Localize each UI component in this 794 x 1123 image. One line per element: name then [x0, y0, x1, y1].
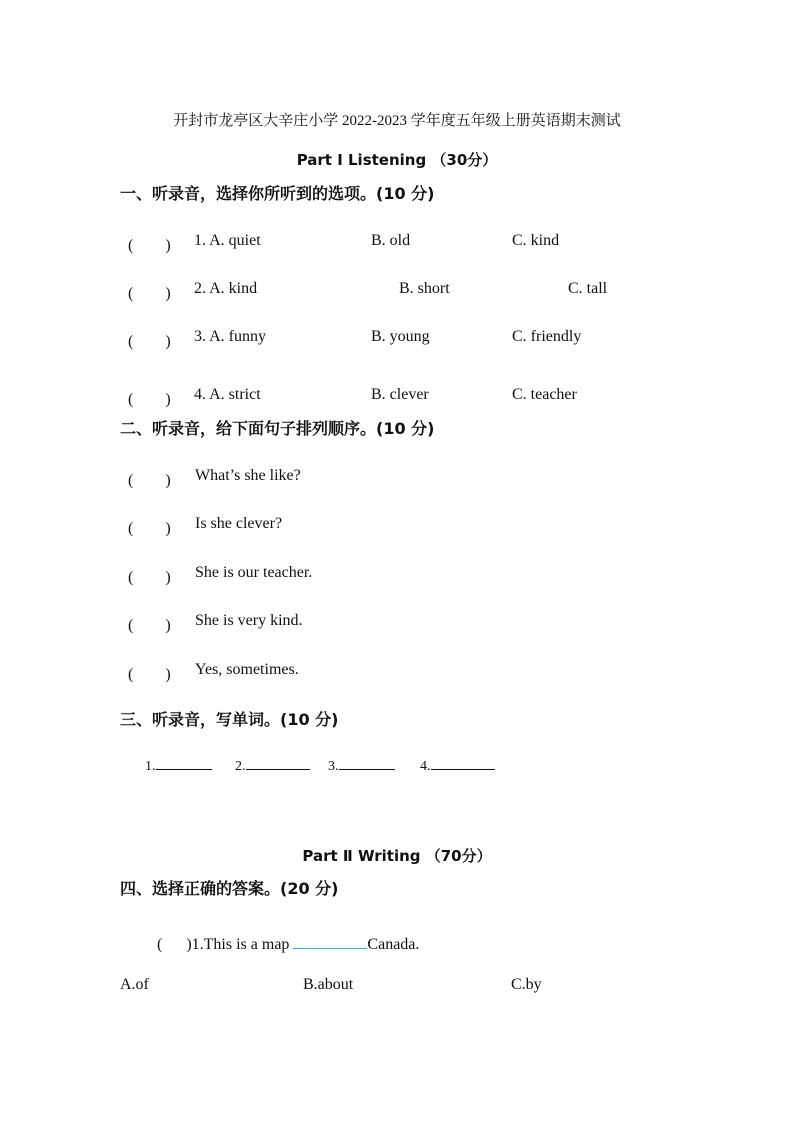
blank-item[interactable]: [235, 755, 310, 775]
option-b: B. young: [371, 328, 430, 345]
sentence: She is our teacher.: [195, 564, 313, 581]
blank-line[interactable]: [339, 755, 395, 770]
option-c: C. kind: [512, 232, 560, 249]
order-paren[interactable]: ( ): [128, 472, 171, 489]
blank-item[interactable]: [420, 755, 495, 775]
order-paren[interactable]: ( ): [128, 666, 171, 683]
section-2-heading: 二、听录音，给下面句子排列顺序。(10 分): [120, 419, 435, 438]
option-b: B. clever: [371, 386, 429, 403]
order-paren[interactable]: ( ): [128, 569, 171, 586]
blank-item[interactable]: [145, 755, 212, 775]
part-1-heading: Part Ⅰ Listening （30分）: [296, 151, 498, 169]
option-c: C. teacher: [512, 386, 577, 403]
answer-paren[interactable]: ( ): [128, 333, 171, 350]
option-b: B. short: [399, 280, 450, 297]
sentence: Yes, sometimes.: [195, 661, 299, 678]
option-a: 3. A. funny: [194, 328, 266, 345]
order-paren[interactable]: ( ): [128, 520, 171, 537]
section-4-heading: 四、选择正确的答案。(20 分): [120, 879, 339, 898]
page-title: 开封市龙亭区大辛庄小学 2022-2023 学年度五年级上册英语期末测试: [173, 113, 621, 129]
option-a: 1. A. quiet: [194, 232, 261, 249]
option-b[interactable]: B.about: [303, 976, 354, 993]
blank-line[interactable]: [246, 755, 310, 770]
answer-paren[interactable]: ( ): [128, 237, 171, 254]
blank-number: 2.: [235, 759, 246, 774]
answer-paren[interactable]: ( ): [128, 285, 171, 302]
option-c: C. tall: [568, 280, 608, 297]
question-blank[interactable]: [293, 934, 367, 949]
sentence: What’s she like?: [195, 467, 301, 484]
part-2-heading: Part Ⅱ Writing （70分）: [302, 847, 492, 865]
question-text: )1.This is a map: [186, 936, 290, 953]
option-a: 2. A. kind: [194, 280, 258, 297]
section-3-heading: 三、听录音，写单词。(10 分): [120, 710, 339, 729]
option-c[interactable]: C.by: [511, 976, 542, 993]
blank-line[interactable]: [156, 755, 212, 770]
question-1: ( )1.This is a map Canada.: [157, 936, 420, 953]
sentence: Is she clever?: [195, 515, 283, 532]
blank-number: 4.: [420, 759, 431, 774]
blank-item[interactable]: [328, 755, 395, 775]
order-paren[interactable]: ( ): [128, 617, 171, 634]
blank-number: 1.: [145, 759, 156, 774]
question-text-end: Canada.: [367, 936, 420, 953]
option-b: B. old: [371, 232, 411, 249]
answer-paren[interactable]: ( ): [128, 391, 171, 408]
blank-line[interactable]: [431, 755, 495, 770]
section-1-heading: 一、听录音，选择你所听到的选项。(10 分): [120, 184, 435, 203]
option-a[interactable]: A.of: [120, 976, 149, 993]
option-a: 4. A. strict: [194, 386, 261, 403]
blank-number: 3.: [328, 759, 339, 774]
sentence: She is very kind.: [195, 612, 303, 629]
option-c: C. friendly: [512, 328, 582, 345]
